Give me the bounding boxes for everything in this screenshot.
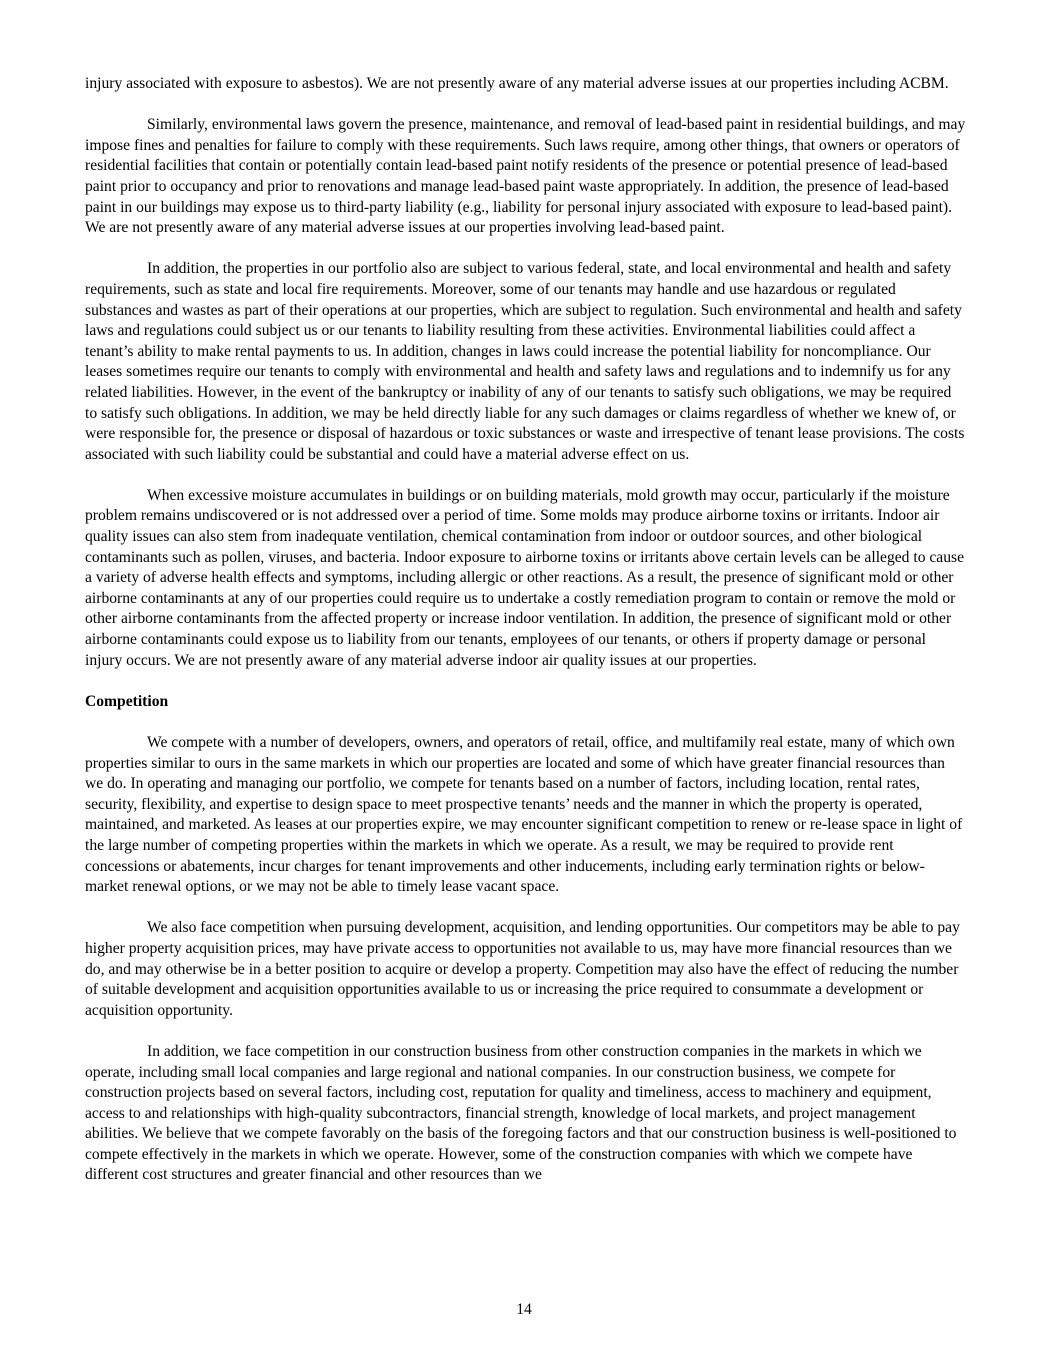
paragraph-competition-tenants: We compete with a number of developers, owners, and operators of retail, office, and multifamily real estate, many of which own properties similar to ours in the same markets in which our properties are located and some of which have greater financial resources than we do. In operating and managing our portfolio, we compete for tenants based on a number of factors, including location, rental rates, security, flexibility, and expertise to design space to meet prospective tenants’ needs and the manner in which the property is operated, maintained, and marketed. As leases at our properties expire, we may encounter significant competition to renew or re-lease space in light of the large number of competing properties within the markets in which we operate. As a result, we may be required to provide rent concessions or abatements, incur charges for tenant improvements and other inducements, including early termination rights or below-market renewal options, or we may not be able to timely lease vacant space. [85,734,963,896]
paragraph-competition-construction: In addition, we face competition in our construction business from other construction companies in the markets in which we operate, including small local companies and large regional and national companies. In our construction business, we compete for construction projects based on several factors, including cost, reputation for quality and timeliness, access to machinery and equipment, access to and relationships with high-quality subcontractors, financial strength, knowledge of local markets, and project management abilities. We believe that we compete favorably on the basis of the foregoing factors and that our construction business is well-positioned to compete effectively in the markets in which we operate. However, some of the construction companies with which we compete have different cost structures and greater financial and other resources than we [85,1042,957,1184]
paragraph-asbestos-continued: injury associated with exposure to asbestos). We are not presently aware of any material adverse issues at our properties including ACBM. [85,75,949,92]
competition-heading: Competition [85,692,169,710]
paragraph-competition-development: We also face competition when pursuing development, acquisition, and lending opportunities. Our competitors may be able to pay higher property acquisition prices, may have private access to opportunities not available to us, may have more financial resources than we do, and may otherwise be in a better position to acquire or develop a property. Competition may also have the effect of reducing the number of suitable development and acquisition opportunities available to us or increasing the price required to consummate a development or acquisition opportunity. [85,919,960,1019]
document-page [85,74,966,1186]
page-number: 14 [516,1301,532,1318]
paragraph-mold-air-quality: When excessive moisture accumulates in buildings or on building materials, mold growth may occur, particularly if the moisture problem remains undiscovered or is not addressed over a period of time. Some molds may produce airborne toxins or irritants. Indoor air quality issues can also stem from inadequate ventilation, chemical contamination from indoor or outdoor sources, and other biological contaminants such as pollen, viruses, and bacteria. Indoor exposure to airborne toxins or irritants above certain levels can be alleged to cause a variety of adverse health effects and symptoms, including allergic or other reactions. As a result, the presence of significant mold or other airborne contaminants at any of our properties could require us to undertake a costly remediation program to contain or remove the mold or other airborne contaminants from the affected property or increase indoor ventilation. In addition, the presence of significant mold or other airborne contaminants could expose us to liability from our tenants, employees of our tenants, or others if property damage or personal injury occurs. We are not presently aware of any material adverse indoor air quality issues at our properties. [85,486,965,669]
paragraph-lead-based-paint: Similarly, environmental laws govern the presence, maintenance, and removal of lead-based paint in residential buildings, and may impose fines and penalties for failure to comply with these requirements. Such laws require, among other things, that owners or operators of residential facilities that contain or potentially contain lead-based paint notify residents of the presence or potential presence of lead-based paint prior to occupancy and prior to renovations and manage lead-based paint waste appropriately. In addition, the presence of lead-based paint in our buildings may expose us to third-party liability (e.g., liability for personal injury associated with exposure to lead-based paint). We are not presently aware of any material adverse issues at our properties involving lead-based paint. [85,116,966,237]
paragraph-environmental-requirements: In addition, the properties in our portfolio also are subject to various federal, state, and local environmental and health and safety requirements, such as state and local fire requirements. Moreover, some of our tenants may handle and use hazardous or regulated substances and wastes as part of their operations at our properties, which are subject to regulation. Such environmental and health and safety laws and regulations could subject us or our tenants to liability resulting from these activities. Environmental liabilities could affect a tenant’s ability to make rental payments to us. In addition, changes in laws could increase the potential liability for noncompliance. Our leases sometimes require our tenants to comply with environmental and health and safety laws and regulations and to indemnify us for any related liabilities. However, in the event of the bankruptcy or inability of any of our tenants to satisfy such obligations, we may be required to satisfy such obligations. In addition, we may be held directly liable for any such damages or claims regardless of whether we knew of, or were responsible for, the presence or disposal of hazardous or toxic substances or waste and irrespective of tenant lease provisions. The costs associated with such liability could be substantial and could have a material adverse effect on us. [85,260,965,463]
